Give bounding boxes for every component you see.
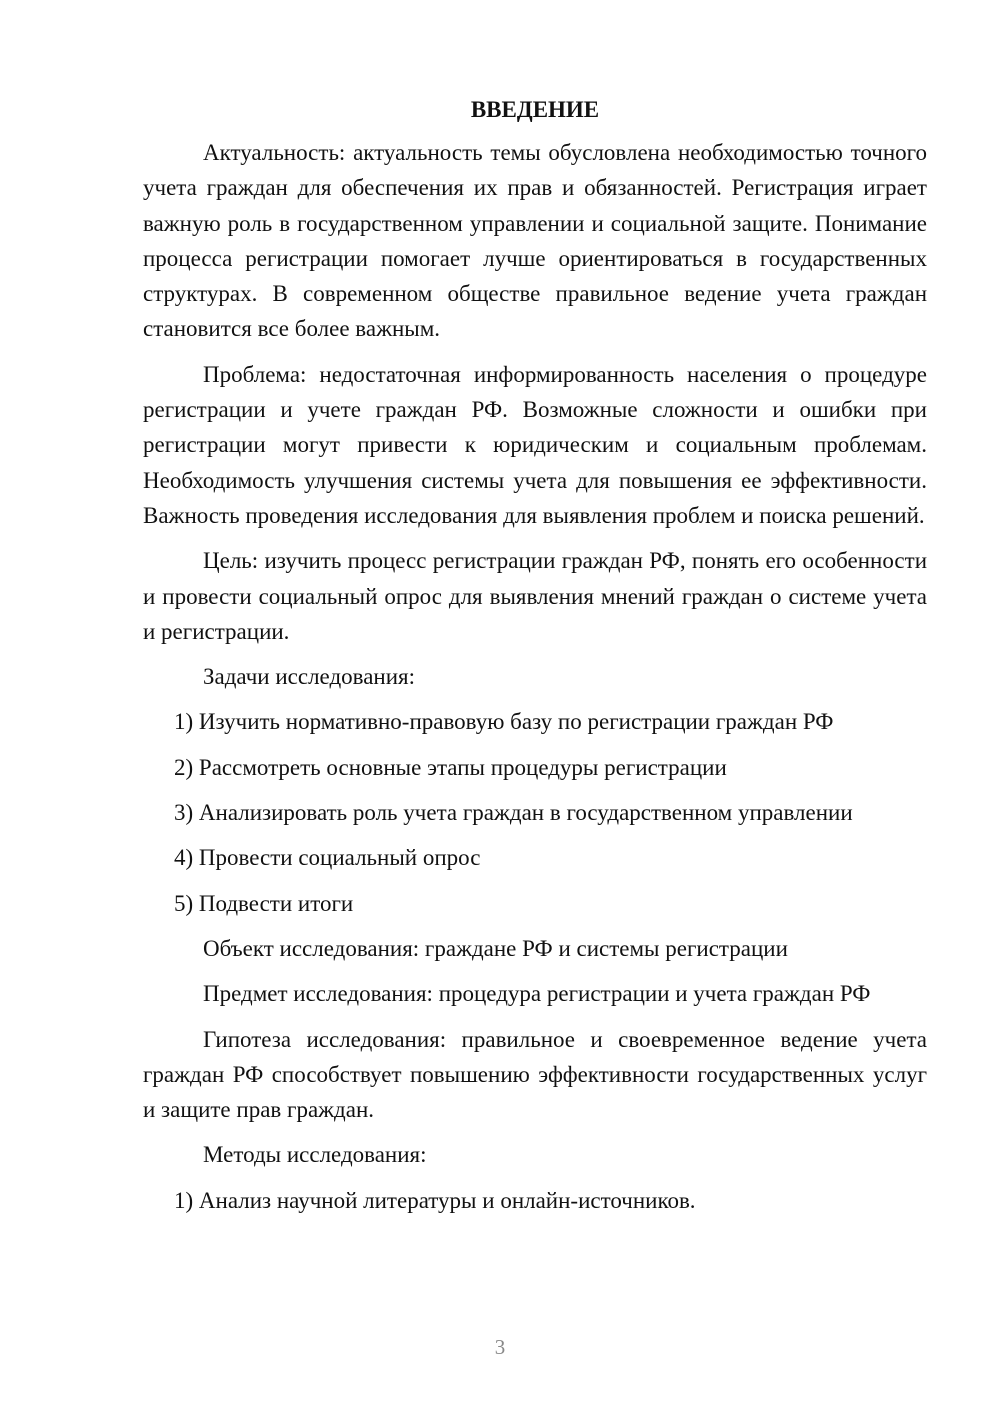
methods-list xyxy=(143,1183,927,1218)
list-item: 5) Подвести итоги xyxy=(174,890,354,916)
page-title: ВВЕДЕНИЕ xyxy=(470,97,600,122)
subject-line: Предмет исследования: процедура регистрации и учета граждан РФ xyxy=(203,981,871,1007)
list-item: 2) Рассмотреть основные этапы процедуры регистрации xyxy=(174,754,727,780)
list-item: 1) Изучить нормативно-правовую базу по регистрации граждан РФ xyxy=(174,709,834,735)
tasks-heading: Задачи исследования: xyxy=(203,664,416,690)
goal-paragraph: Цель: изучить процесс регистрации граждан РФ, понять его особенности и провести социальный опрос для выявления мнений граждан о системе учета и регистрации. xyxy=(143,548,927,644)
relevance-paragraph: Актуальность: актуальность темы обусловлена необходимостью точного учета граждан для обеспечения их прав и обязанностей. Регистрация играет важную роль в государственном управлении и социальной защите. Понимание процесса регистрации помогает лучше ориентироваться в государственных структурах. В современном обществе правильное ведение учета граждан становится все более важным. xyxy=(143,140,927,342)
object-line: Объект исследования: граждане РФ и системы регистрации xyxy=(203,935,788,961)
problem-paragraph: Проблема: недостаточная информированность населения о процедуре регистрации и учете граждан РФ. Возможные сложности и ошибки при регистрации могут привести к юридическим и социальным проблемам. Необходимость улучшения системы учета для повышения ее эффективности. Важность проведения исследования для выявления проблем и поиска решений. xyxy=(143,361,927,528)
methods-heading: Методы исследования: xyxy=(203,1142,427,1168)
hypothesis-paragraph: Гипотеза исследования: правильное и своевременное ведение учета граждан РФ способствует повышению эффективности государственных услуг и защите прав граждан. xyxy=(143,1026,927,1123)
tasks-list xyxy=(143,704,927,920)
list-item: 1) Анализ научной литературы и онлайн-источников. xyxy=(174,1187,696,1213)
document-page xyxy=(143,90,927,1228)
list-item: 3) Анализировать роль учета граждан в государственном управлении xyxy=(174,800,853,826)
list-item: 4) Провести социальный опрос xyxy=(174,845,481,871)
page-number: 3 xyxy=(494,1335,506,1359)
